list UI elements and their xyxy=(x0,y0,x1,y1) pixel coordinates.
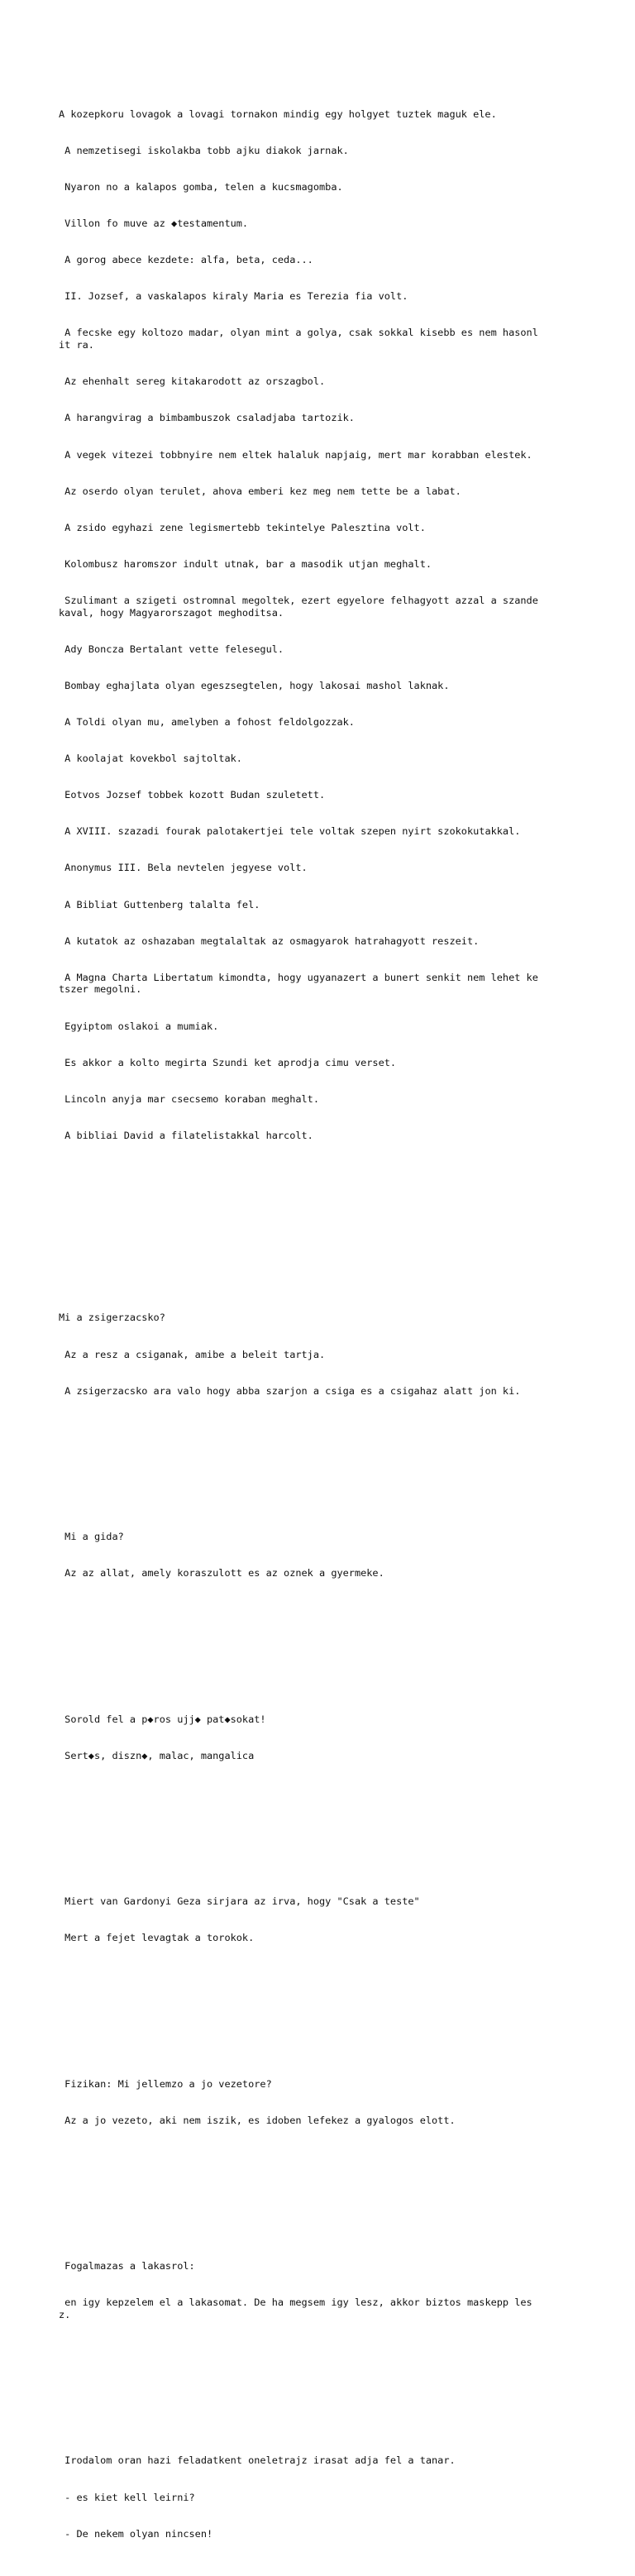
text-line: II. Jozsef, a vaskalapos kiraly Maria es Terezia fia volt. xyxy=(59,290,408,303)
answer-line: A zsigerzacsko ara valo hogy abba szarjon a csiga es a csigahaz alatt jon ki. xyxy=(59,1384,521,1397)
text-line: A vegek vitezei tobbnyire nem eltek halaluk napjaig, mert mar korabban elestek. xyxy=(59,448,532,461)
paragraph-school-bloopers xyxy=(59,84,538,1166)
text-line: A Toldi olyan mu, amelyben a fohost feldolgozzak. xyxy=(59,715,355,728)
text-line: A XVIII. szazadi fourak palotakertjei tele voltak szepen nyirt szokokutakkal. xyxy=(59,825,521,838)
text-line: Szulimant a szigeti ostromnal megoltek, ezert egyelore felhagyott azzal a szandekaval, hogy Magyarorszagot meghoditsa. xyxy=(59,594,538,619)
text-line: A Bibliat Guttenberg talalta fel. xyxy=(59,898,260,910)
text-line: A kutatok az oshazaban megtalaltak az osmagyarok hatrahagyott reszeit. xyxy=(59,934,480,947)
blank-line xyxy=(59,1640,538,1652)
text-line: A fecske egy koltozo madar, olyan mint a golya, csak sokkal kisebb es nem hasonlit ra. xyxy=(59,327,538,351)
question-line: Sorold fel a p◆ros ujj◆ pat◆sokat! xyxy=(59,1713,266,1725)
question-line: Miert van Gardonyi Geza sirjara az irva, hogy "Csak a teste" xyxy=(59,1895,420,1908)
qa-lakas xyxy=(59,2236,538,2345)
qa-patasok xyxy=(59,1689,538,1786)
text-line: A Magna Charta Libertatum kimondta, hogy ugyanazert a bunert senkit nem lehet ketszer megolni. xyxy=(59,971,538,996)
text-line: A kozepkoru lovagok a lovagi tornakon mindig egy holgyet tuztek maguk ele. xyxy=(59,108,497,120)
text-line: A gorog abece kezdete: alfa, beta, ceda... xyxy=(59,254,313,266)
qa-irodalom xyxy=(59,2430,538,2564)
text-line: Ady Boncza Bertalant vette felesegul. xyxy=(59,643,284,655)
blank-line xyxy=(59,1239,538,1251)
text-line: A harangvirag a bimbambuszok csaladjaba tartozik. xyxy=(59,412,355,424)
blank-line xyxy=(59,1823,538,1835)
qa-gida xyxy=(59,1507,538,1604)
answer-line: Az a resz a csiganak, amibe a beleit tartja. xyxy=(59,1348,326,1360)
text-line: Az oserdo olyan terulet, ahova emberi kez meg nem tette be a labat. xyxy=(59,485,461,497)
qa-fizika xyxy=(59,2053,538,2151)
blank-line xyxy=(59,2382,538,2394)
text-line: Es akkor a kolto megirta Szundi ket aprodja cimu verset. xyxy=(59,1056,397,1068)
qa-gardonyi xyxy=(59,1871,538,1969)
blank-line xyxy=(59,1458,538,1470)
answer-line: en igy kepzelem el a lakasomat. De ha megsem igy lesz, akkor biztos maskepp lesz. xyxy=(59,2296,532,2320)
qa-zsigerzacsko xyxy=(59,1288,538,1422)
text-line: Egyiptom oslakoi a mumiak. xyxy=(59,1020,219,1032)
text-line: Nyaron no a kalapos gomba, telen a kucsmagomba. xyxy=(59,181,343,194)
text-line: A zsido egyhazi zene legismertebb tekintelye Palesztina volt. xyxy=(59,521,426,533)
document-body xyxy=(59,60,538,2576)
question-line: Mi a zsigerzacsko? xyxy=(59,1312,165,1324)
answer-line: Az az allat, amely koraszulott es az oznek a gyermeke. xyxy=(59,1567,384,1580)
question-line: Fizikan: Mi jellemzo a jo vezetore? xyxy=(59,2077,272,2090)
answer-line: Mert a fejet levagtak a torokok. xyxy=(59,1932,255,1944)
question-line: Mi a gida? xyxy=(59,1531,124,1543)
text-line: Kolombusz haromszor indult utnak, bar a masodik utjan meghalt. xyxy=(59,557,432,570)
blank-line xyxy=(59,2187,538,2200)
text-line: Az ehenhalt sereg kitakarodott az orszagbol. xyxy=(59,375,326,388)
answer-line: Az a jo vezeto, aki nem iszik, es idoben lefekez a gyalogos elott. xyxy=(59,2114,456,2126)
answer-line: - es kiet kell leirni? xyxy=(59,2491,195,2503)
text-line: A nemzetisegi iskolakba tobb ajku diakok jarnak. xyxy=(59,144,349,156)
text-line: Eotvos Jozsef tobbek kozott Budan szuletett. xyxy=(59,789,326,801)
text-line: Anonymus III. Bela nevtelen jegyese volt. xyxy=(59,862,308,874)
answer-line: Sert◆s, diszn◆, malac, mangalica xyxy=(59,1749,255,1761)
blank-line xyxy=(59,2005,538,2017)
blank-line xyxy=(59,1202,538,1215)
question-line: Irodalom oran hazi feladatkent oneletrajz irasat adja fel a tanar. xyxy=(59,2454,456,2467)
text-line: Bombay eghajlata olyan egeszsegtelen, hogy lakosai mashol laknak. xyxy=(59,679,450,691)
text-line: Lincoln anyja mar csecsemo koraban meghalt. xyxy=(59,1092,319,1105)
text-line: Villon fo muve az ◆testamentum. xyxy=(59,217,249,230)
question-line: Fogalmazas a lakasrol: xyxy=(59,2260,195,2273)
text-line: A bibliai David a filatelistakkal harcolt. xyxy=(59,1129,313,1141)
text-line: A koolajat kovekbol sajtoltak. xyxy=(59,753,242,765)
answer-line: - De nekem olyan nincsen! xyxy=(59,2527,213,2540)
